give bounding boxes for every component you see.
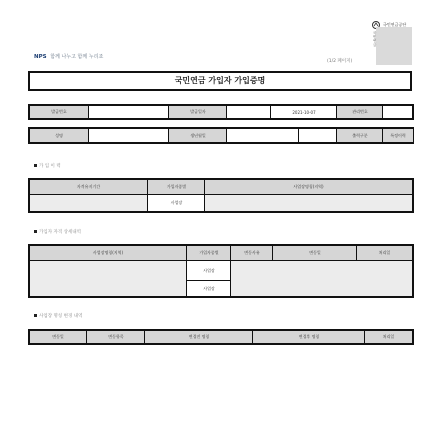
- section-1-title: 가 입 이 력: [34, 163, 61, 169]
- info-row-2: [28, 127, 414, 144]
- history-cell-period: [30, 195, 147, 211]
- history-cell-workplace: [204, 195, 412, 211]
- detail-header-workplace: 사업장명칭(지역): [30, 246, 186, 260]
- detail-cell-workplace: [30, 261, 186, 296]
- name-label: 성명: [30, 129, 88, 142]
- detail-header-type: 가입자종별: [186, 246, 231, 260]
- birthdate-value: [226, 129, 299, 142]
- detail-header-reason: 변동사유: [230, 246, 273, 260]
- detail-cell-label-1: 사업장: [186, 261, 231, 280]
- output-type-label: 출력구분: [336, 129, 383, 142]
- issue-date-text: 2021-10-07: [270, 106, 337, 118]
- detail-header-change-date: 변동일: [272, 246, 357, 260]
- bullet-square-icon: [34, 164, 37, 167]
- bullet-square-icon: [34, 314, 37, 317]
- header-logo: [34, 53, 103, 60]
- history-header-type: 가입자종별: [147, 180, 205, 194]
- seal-text: 국민연금: [373, 31, 377, 47]
- management-number-value: [382, 106, 413, 118]
- issue-number-value: [88, 106, 169, 118]
- org-name: 국민연금공단: [383, 22, 407, 27]
- change-header-process-date: 처리일: [364, 331, 412, 343]
- official-seal: [376, 27, 412, 65]
- change-header-date: 변동일: [30, 331, 86, 343]
- nps-logo: NPS: [34, 54, 47, 60]
- issue-date-label: 발급일자: [168, 106, 227, 118]
- org-seal-block: [370, 21, 418, 71]
- document-title: 국민연금 가입자 가입증명: [28, 71, 412, 91]
- change-header-item: 변동항목: [86, 331, 145, 343]
- issue-date-value: [226, 106, 271, 118]
- section-3-title: 사업장 명칭 변경 내역: [34, 313, 82, 319]
- name-value: [88, 129, 169, 142]
- history-table: [28, 178, 414, 213]
- detail-cell-label-2: 사업장: [186, 280, 231, 296]
- management-number-label: 관리번호: [336, 106, 383, 118]
- special-history-label: 특정이력: [382, 129, 413, 142]
- history-header-workplace: 사업장명칭(지역): [204, 180, 412, 194]
- name-change-table: [28, 329, 414, 345]
- birthdate-extra: [298, 129, 337, 142]
- issue-number-label: 발급번호: [30, 106, 88, 118]
- section-2-title: 가입자 자격 상세내역: [34, 229, 81, 235]
- change-header-after: 변경후 명칭: [252, 331, 365, 343]
- detail-table: [28, 244, 414, 298]
- page-indicator: (1/2 페이지): [327, 59, 353, 64]
- birthdate-label: 생년월일: [168, 129, 227, 142]
- history-header-period: 자격유지기간: [30, 180, 147, 194]
- change-header-before: 변경전 명칭: [144, 331, 253, 343]
- info-row-1: [28, 104, 414, 120]
- bullet-square-icon: [34, 230, 37, 233]
- history-cell-workplace-label: 사업장: [147, 195, 205, 211]
- detail-cell-values: [230, 261, 412, 296]
- detail-header-process-date: 처리일: [356, 246, 412, 260]
- slogan: 함께 나누고 함께 누리죠: [50, 54, 104, 60]
